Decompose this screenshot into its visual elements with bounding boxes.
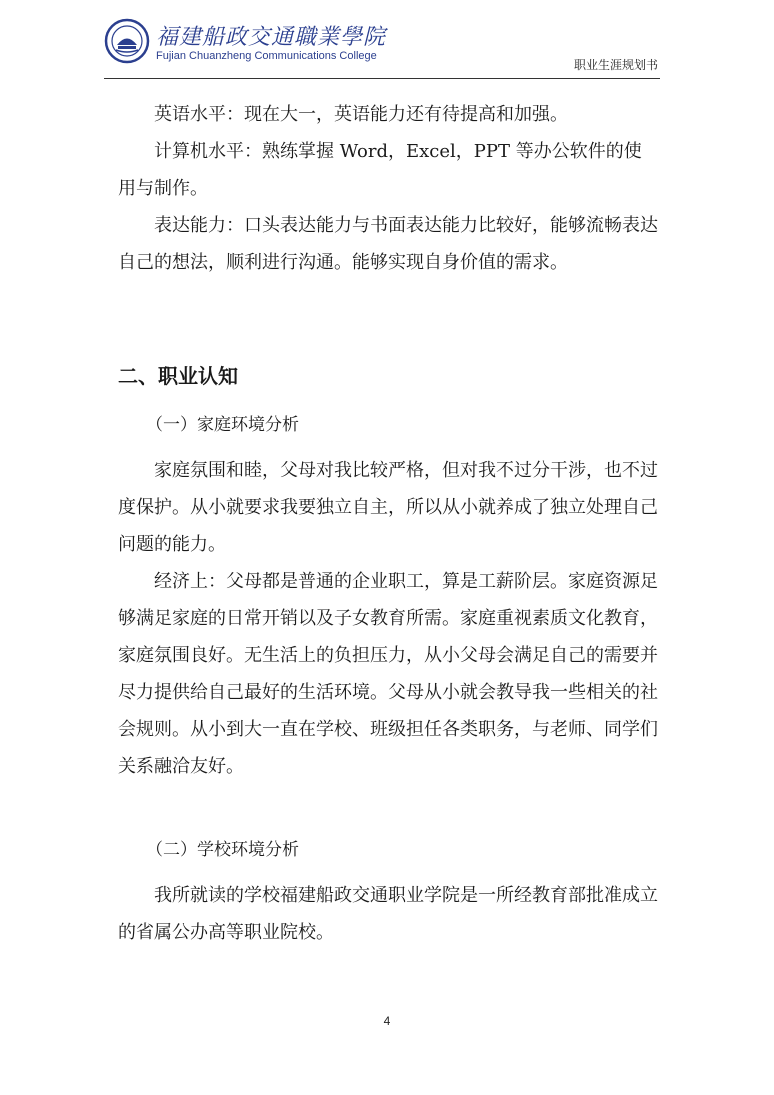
page-header	[0, 0, 774, 80]
school-intro-paragraph: 我所就读的学校福建船政交通职业学院是一所经教育部批准成立的省属公办高等职业院校。	[118, 885, 658, 943]
college-name-en: Fujian Chuanzheng Communications College	[156, 50, 377, 62]
section2-heading: 二、职业认知	[118, 364, 238, 388]
computer-level-paragraph: 计算机水平：熟练掌握 Word，Excel，PPT 等办公软件的使用与制作。	[118, 141, 642, 199]
english-level-paragraph: 英语水平：现在大一，英语能力还有待提高和加强。	[154, 104, 568, 125]
college-logo-icon	[104, 18, 150, 64]
header-divider	[104, 78, 660, 79]
family-economy-paragraph: 经济上：父母都是普通的企业职工，算是工薪阶层。家庭资源足够满足家庭的日常开销以及子女教育所需。家庭重视素质文化教育，家庭氛围良好。无生活上的负担压力，从小父母会满足自己的需要并尽力提供给自己最好的生活环境。父母从小就会教导我一些相关的社会规则。从小到大一直在学校、班级担任各类职务，与老师、同学们关系融洽友好。	[118, 571, 658, 777]
expression-ability-paragraph: 表达能力：口头表达能力与书面表达能力比较好，能够流畅表达自己的想法，顺利进行沟通。能够实现自身价值的需求。	[118, 215, 658, 273]
school-environment-heading: （二）学校环境分析	[146, 840, 299, 860]
family-atmosphere-paragraph: 家庭氛围和睦，父母对我比较严格，但对我不过分干涉，也不过度保护。从小就要求我要独立自主，所以从小就养成了独立处理自己问题的能力。	[118, 460, 658, 555]
family-environment-heading: （一）家庭环境分析	[146, 415, 299, 435]
family-environment-body	[118, 452, 658, 785]
page-number: 4	[383, 1014, 391, 1028]
document-title: 职业生涯规划书	[573, 58, 658, 72]
college-name-cn: 福建船政交通職業學院	[156, 25, 387, 50]
section1-body	[118, 96, 658, 281]
school-environment-body	[118, 877, 658, 951]
